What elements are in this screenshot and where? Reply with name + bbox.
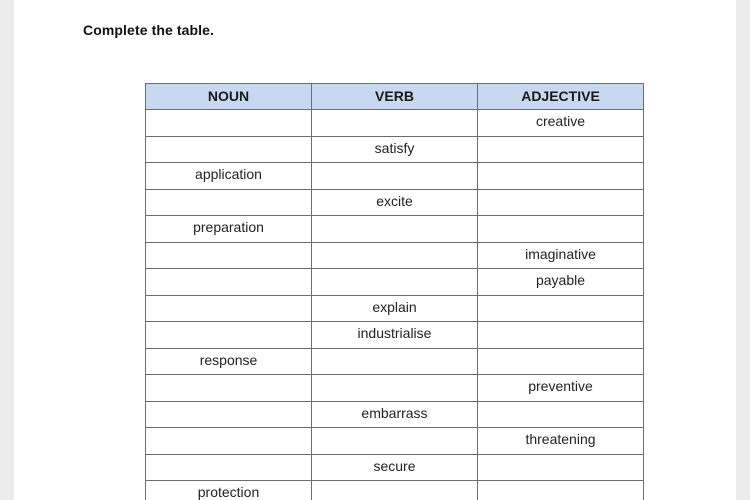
verb-cell: [312, 481, 478, 500]
verb-cell: excite: [312, 189, 478, 216]
table-row: [146, 454, 644, 481]
table-row: [146, 136, 644, 163]
adjective-cell: [478, 295, 644, 322]
word-forms-table: [145, 83, 644, 500]
table-row: [146, 110, 644, 137]
table-row: [146, 216, 644, 243]
noun-cell: preparation: [146, 216, 312, 243]
noun-cell: [146, 322, 312, 349]
verb-cell: [312, 163, 478, 190]
noun-cell: [146, 428, 312, 455]
table-row: [146, 428, 644, 455]
verb-cell: [312, 110, 478, 137]
noun-cell: [146, 189, 312, 216]
worksheet-page: [14, 0, 736, 500]
noun-cell: [146, 454, 312, 481]
header-adjective: ADJECTIVE: [478, 84, 644, 110]
adjective-cell: [478, 136, 644, 163]
table-row: [146, 189, 644, 216]
noun-cell: [146, 295, 312, 322]
noun-cell: response: [146, 348, 312, 375]
verb-cell: satisfy: [312, 136, 478, 163]
verb-cell: [312, 375, 478, 402]
verb-cell: industrialise: [312, 322, 478, 349]
table-row: [146, 295, 644, 322]
adjective-cell: [478, 401, 644, 428]
verb-cell: [312, 242, 478, 269]
adjective-cell: threatening: [478, 428, 644, 455]
table-header-row: [146, 84, 644, 110]
noun-cell: [146, 269, 312, 296]
table-row: [146, 375, 644, 402]
adjective-cell: imaginative: [478, 242, 644, 269]
noun-cell: protection: [146, 481, 312, 500]
noun-cell: [146, 110, 312, 137]
verb-cell: [312, 269, 478, 296]
table-row: [146, 348, 644, 375]
verb-cell: [312, 428, 478, 455]
verb-cell: explain: [312, 295, 478, 322]
verb-cell: secure: [312, 454, 478, 481]
noun-cell: [146, 242, 312, 269]
table-row: [146, 401, 644, 428]
noun-cell: application: [146, 163, 312, 190]
adjective-cell: [478, 481, 644, 500]
adjective-cell: creative: [478, 110, 644, 137]
table-row: [146, 163, 644, 190]
adjective-cell: [478, 322, 644, 349]
verb-cell: [312, 216, 478, 243]
table-row: [146, 242, 644, 269]
table-row: [146, 481, 644, 500]
noun-cell: [146, 375, 312, 402]
verb-cell: embarrass: [312, 401, 478, 428]
adjective-cell: [478, 348, 644, 375]
table-row: [146, 322, 644, 349]
table-row: [146, 269, 644, 296]
adjective-cell: [478, 189, 644, 216]
adjective-cell: preventive: [478, 375, 644, 402]
adjective-cell: [478, 216, 644, 243]
instruction-heading: Complete the table.: [83, 22, 215, 38]
adjective-cell: payable: [478, 269, 644, 296]
noun-cell: [146, 401, 312, 428]
adjective-cell: [478, 163, 644, 190]
adjective-cell: [478, 454, 644, 481]
header-verb: VERB: [312, 84, 478, 110]
noun-cell: [146, 136, 312, 163]
header-noun: NOUN: [146, 84, 312, 110]
verb-cell: [312, 348, 478, 375]
